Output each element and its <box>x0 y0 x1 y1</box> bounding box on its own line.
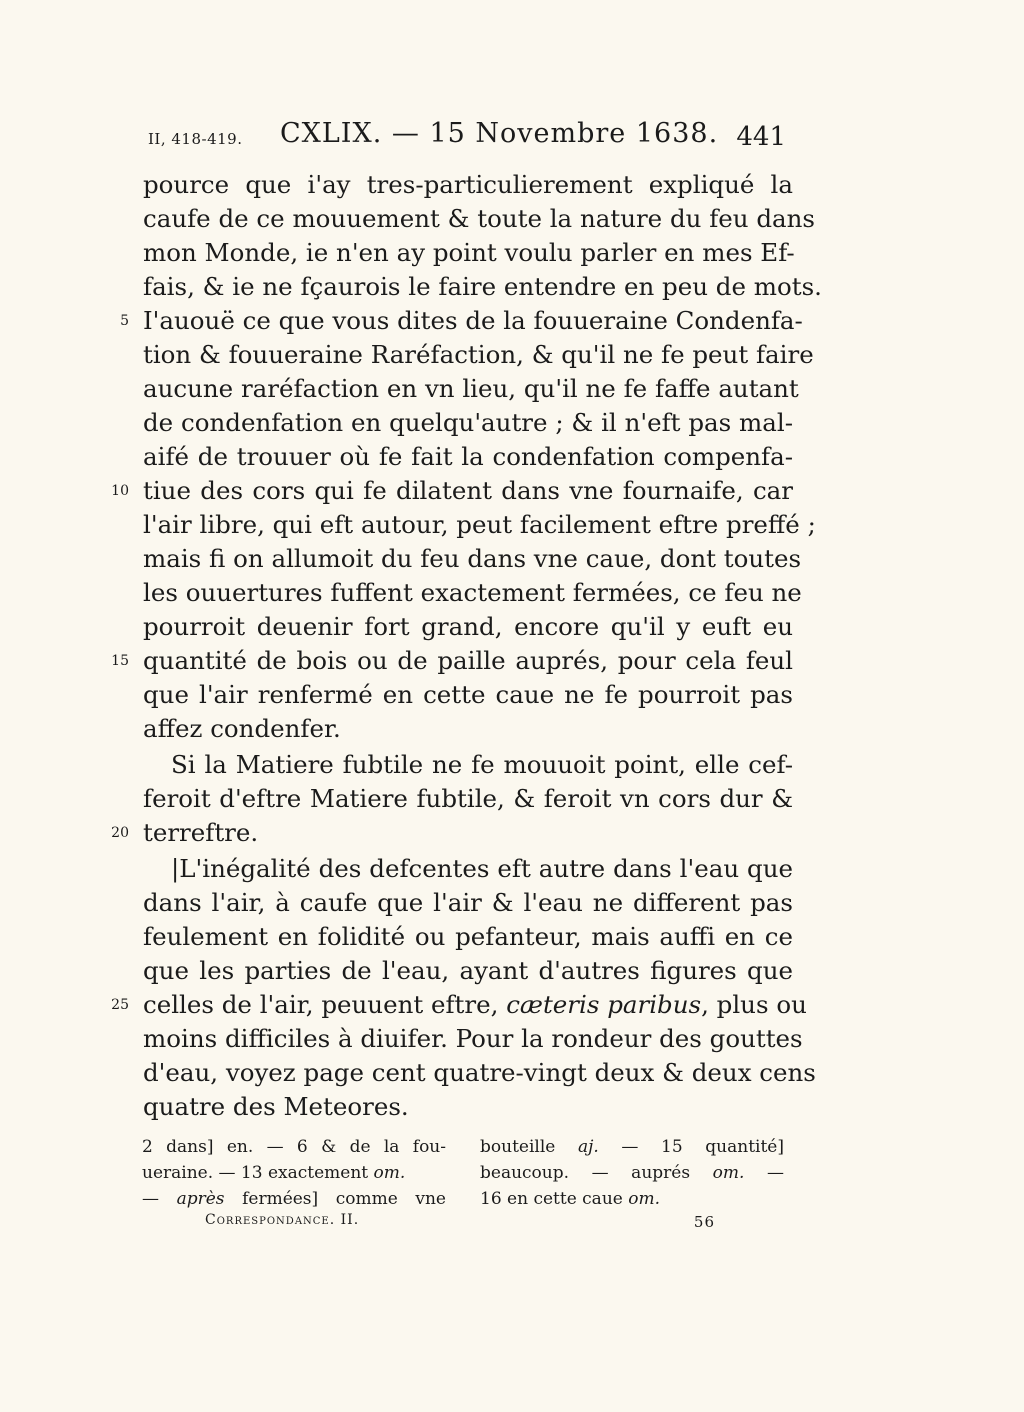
text-line <box>111 474 793 508</box>
line-text <box>143 990 807 1019</box>
text-line <box>143 508 816 542</box>
line-text: d'eau, voyez page cent quatre-vingt deux & deux cens <box>143 1058 816 1087</box>
line-text: aucune raréfaction en vn lieu, qu'il ne fe faffe autant <box>143 374 799 403</box>
line-text: caufe de ce mouuement & toute la nature du feu dans <box>143 204 815 233</box>
notes-column-left <box>142 1134 446 1212</box>
note-line <box>142 1160 446 1186</box>
main-text <box>111 168 822 1124</box>
notes-column-right <box>480 1134 784 1212</box>
note-abbrev: om. <box>712 1163 745 1183</box>
line-number: 5 <box>120 313 129 329</box>
text-line <box>143 1090 793 1124</box>
line-text: quatre des Meteores. <box>143 1092 409 1121</box>
text-line <box>143 920 793 954</box>
line-text: feroit d'eftre Matiere fubtile, & feroit vn cors dur & <box>143 784 793 813</box>
line-text: quantité de bois ou de paille auprés, pour cela feul <box>143 646 793 675</box>
gathering-number: 56 <box>693 1213 715 1231</box>
text-line <box>143 678 793 712</box>
text-line <box>111 816 793 850</box>
line-number: 10 <box>111 483 129 499</box>
header-letter-title: CXLIX. — 15 Novembre 1638. <box>280 118 719 149</box>
line-number: 25 <box>111 997 129 1013</box>
header-volume-reference: II, 418-419. <box>148 130 243 148</box>
text-line <box>143 576 802 610</box>
line-text: |L'inégalité des defcentes eft autre dans l'eau que <box>171 854 793 883</box>
text-line <box>143 1056 816 1090</box>
text-line <box>111 644 793 678</box>
note-line <box>142 1186 446 1212</box>
line-text: I'auouë ce que vous dites de la fouueraine Condenfa- <box>143 306 803 335</box>
text-line <box>143 236 793 270</box>
line-text: les ouuertures fuffent exactement fermées, ce feu ne <box>143 578 802 607</box>
line-text: de condenfation en quelqu'autre ; & il n'eft pas mal- <box>143 408 793 437</box>
line-number: 15 <box>111 653 129 669</box>
line-text: aifé de trouuer où fe fait la condenfation compenfa- <box>143 442 793 471</box>
line-text: tiue des cors qui fe dilatent dans vne fournaife, car <box>143 476 793 505</box>
line-text: tion & fouueraine Raréfaction, & qu'il ne fe peut faire <box>143 340 814 369</box>
text-line <box>143 954 793 988</box>
line-text: feulement en folidité ou pefanteur, mais auffi en ce <box>143 922 793 951</box>
note-line <box>480 1160 784 1186</box>
line-text: dans l'air, à caufe que l'air & l'eau ne different pas <box>143 888 793 917</box>
note-text: ueraine. — 13 exactement <box>142 1163 374 1183</box>
line-text: mais fi on allumoit du feu dans vne caue, dont toutes <box>143 544 802 573</box>
text-line <box>143 270 822 304</box>
text-line <box>143 1022 803 1056</box>
note-line: 2 dans] en. — 6 & de la fou- <box>142 1137 446 1157</box>
line-number: 20 <box>111 825 129 841</box>
text-line <box>143 372 799 406</box>
line-text-end: , plus ou <box>701 990 807 1019</box>
note-text: beaucoup. — auprés <box>480 1163 713 1183</box>
text-line <box>111 988 807 1022</box>
text-line <box>143 406 793 440</box>
line-text: fais, & ie ne fçaurois le faire entendre en peu de mots. <box>143 272 822 301</box>
line-text: terreftre. <box>143 818 259 847</box>
note-text: — <box>142 1189 177 1209</box>
text-line <box>143 712 793 746</box>
line-text: Si la Matiere fubtile ne fe mouuoit point, elle cef- <box>171 750 793 779</box>
latin-phrase: cæteris paribus <box>506 990 702 1019</box>
text-line <box>143 542 802 576</box>
note-abbrev: om. <box>373 1163 406 1183</box>
line-text: l'air libre, qui eft autour, peut facilement eftre preffé ; <box>143 510 816 539</box>
note-line <box>480 1134 784 1160</box>
note-line <box>480 1186 784 1212</box>
signature-mark: Correspondance. II. <box>205 1212 360 1228</box>
text-line <box>143 886 793 920</box>
note-abbrev: aj. <box>577 1137 599 1157</box>
line-text: affez condenfer. <box>143 714 341 743</box>
page-number: 441 <box>736 122 786 152</box>
text-line <box>143 782 793 816</box>
text-line <box>143 168 793 202</box>
text-line <box>143 610 793 644</box>
note-text: fermées] comme vne <box>224 1189 446 1209</box>
text-line <box>143 202 815 236</box>
text-line <box>143 748 793 782</box>
running-header <box>148 118 792 158</box>
line-text-start: celles de l'air, peuuent eftre, <box>143 990 507 1019</box>
line-text: mon Monde, ie n'en ay point voulu parler en mes Ef- <box>143 238 795 267</box>
line-text: que les parties de l'eau, ayant d'autres figures que <box>143 956 793 985</box>
note-abbrev: après <box>176 1189 225 1209</box>
line-text: pourroit deuenir fort grand, encore qu'il y euft eu <box>143 612 793 641</box>
note-abbrev: om. <box>628 1189 660 1209</box>
text-line <box>120 304 803 338</box>
note-text: — <box>744 1163 785 1183</box>
text-line <box>143 440 793 474</box>
page-footer <box>205 1210 715 1234</box>
note-text: bouteille <box>480 1137 578 1157</box>
line-text: pource que i'ay tres-particulierement expliqué la <box>143 170 793 199</box>
text-line <box>143 852 793 886</box>
note-text: — 15 quantité] <box>598 1137 785 1157</box>
note-text: 16 en cette caue <box>480 1189 629 1209</box>
line-text: que l'air renfermé en cette caue ne fe pourroit pas <box>143 680 793 709</box>
line-text: moins difficiles à diuifer. Pour la rondeur des gouttes <box>143 1024 803 1053</box>
text-line <box>143 338 814 372</box>
